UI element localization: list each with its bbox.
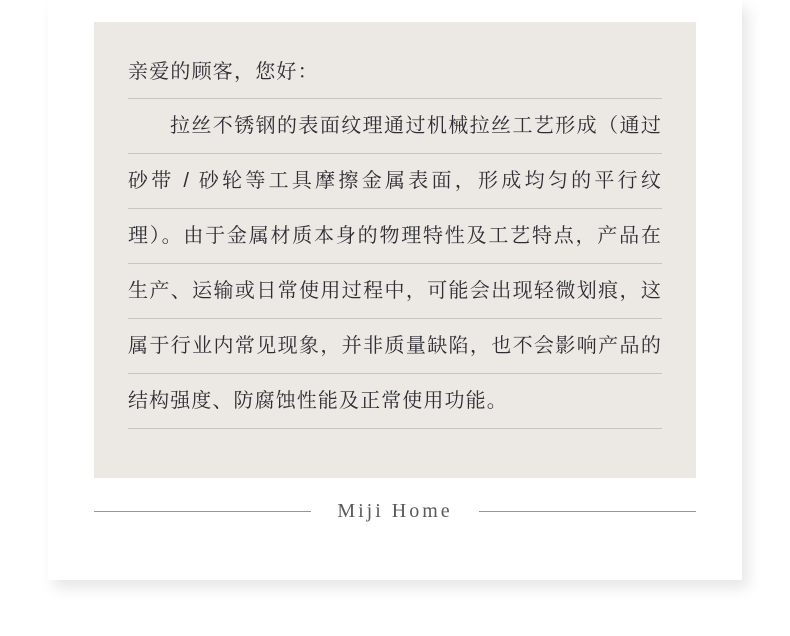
notice-card	[48, 0, 742, 580]
brand-name: Miji Home	[337, 500, 453, 522]
notice-panel	[94, 22, 696, 478]
notice-body-text: 拉丝不锈钢的表面纹理通过机械拉丝工艺形成（通过砂带 / 砂轮等工具摩擦金属表面，形成均匀的平行纹理）。由于金属材质本身的物理特性及工艺特点，产品在生产、运输或日常使用过程中，可能会出现轻微划痕，这属于行业内常见现象，并非质量缺陷，也不会影响产品的结构强度、防腐蚀性能及正常使用功能。	[128, 99, 662, 429]
footer-rule-right	[479, 511, 696, 512]
footer-brand-row	[94, 500, 696, 523]
greeting-text: 亲爱的顾客，您好：	[128, 62, 662, 99]
footer-rule-left	[94, 511, 311, 512]
